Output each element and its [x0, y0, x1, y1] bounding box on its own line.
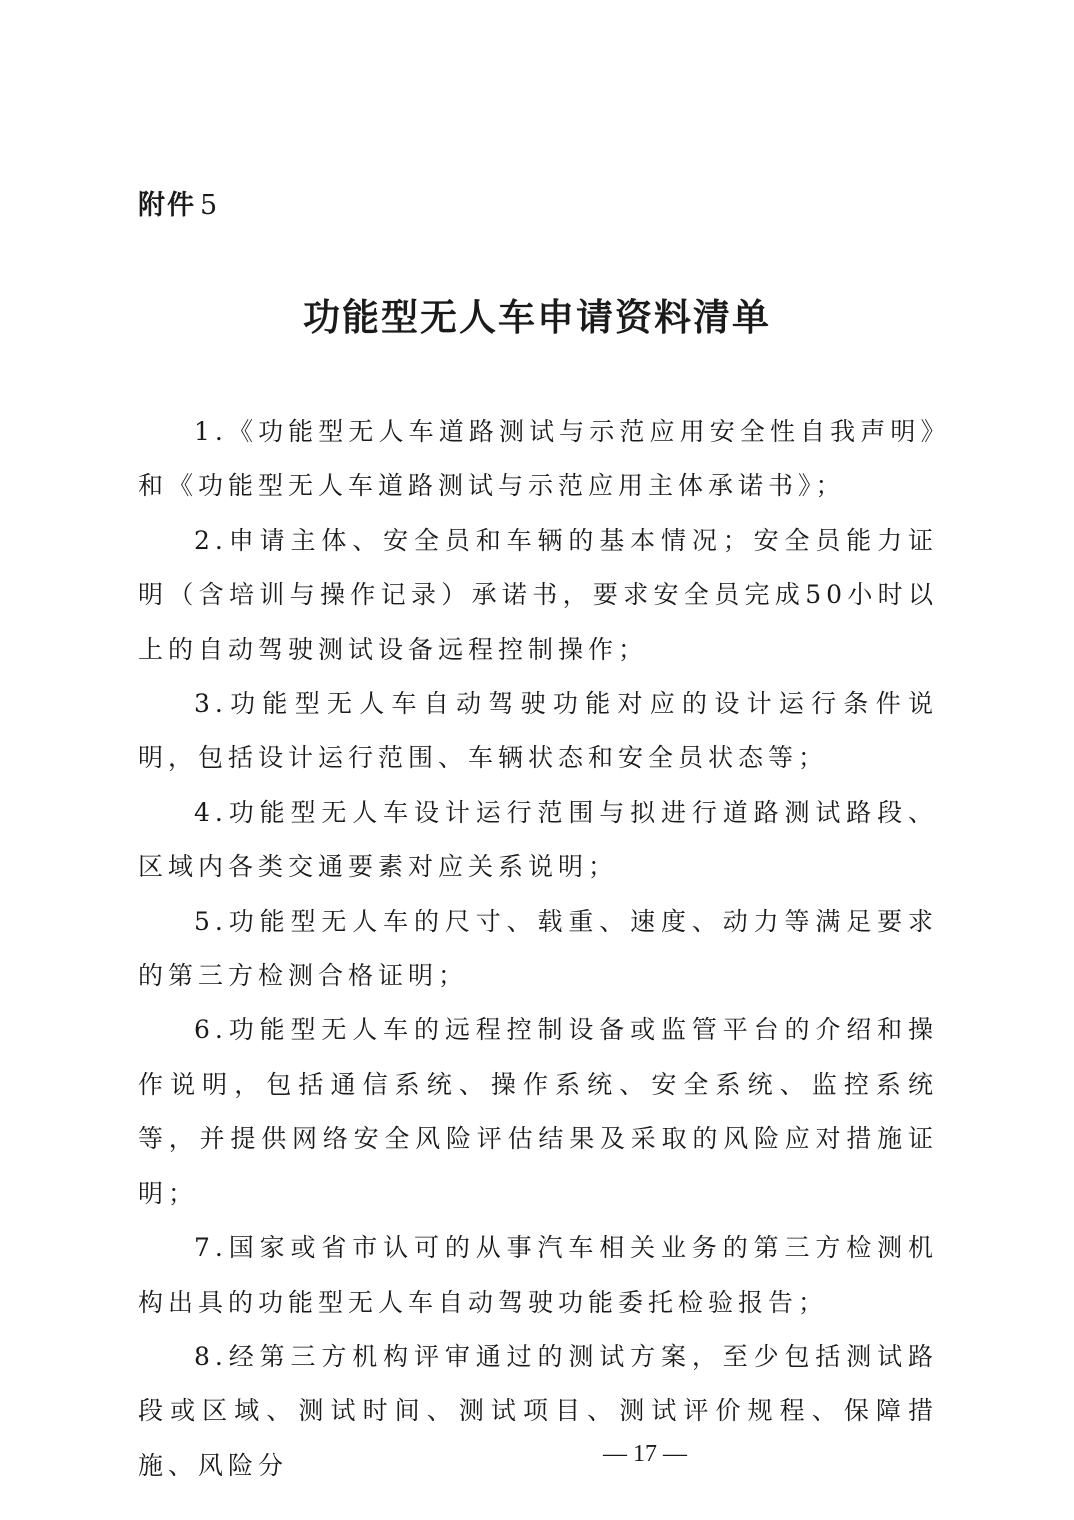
document-body	[138, 405, 938, 1493]
list-item: 3.功能型无人车自动驾驶功能对应的设计运行条件说明，包括设计运行范围、车辆状态和安全员状态等；	[138, 689, 938, 773]
list-item: 4.功能型无人车设计运行范围与拟进行道路测试路段、区域内各类交通要素对应关系说明；	[138, 797, 938, 882]
list-item: 7.国家或省市认可的从事汽车相关业务的第三方检测机构出具的功能型无人车自动驾驶功能委托检验报告；	[138, 1233, 938, 1317]
list-item: 6.功能型无人车的远程控制设备或监管平台的介绍和操作说明，包括通信系统、操作系统、安全系统、监控系统等，并提供网络安全风险评估结果及采取的风险应对措施证明；	[138, 1015, 938, 1208]
attachment-number: 5	[200, 190, 220, 221]
list-item: 1.《功能型无人车道路测试与示范应用安全性自我声明》和《功能型无人车道路测试与示范应用主体承诺书》；	[138, 417, 938, 501]
attachment-label-text: 附件	[138, 190, 196, 221]
page-number: — 17 —	[603, 1441, 687, 1467]
list-item: 8.经第三方机构评审通过的测试方案，至少包括测试路段或区域、测试时间、测试项目、测试评价规程、保障措施、风险分	[138, 1341, 938, 1480]
attachment-label	[138, 186, 219, 226]
list-item: 5.功能型无人车的尺寸、载重、速度、动力等满足要求的第三方检测合格证明；	[138, 906, 938, 991]
list-item: 2.申请主体、安全员和车辆的基本情况；安全员能力证明（含培训与操作记录）承诺书，要求安全员完成50小时以上的自动驾驶测试设备远程控制操作；	[138, 525, 938, 664]
document-title: 功能型无人车申请资料清单	[303, 296, 771, 339]
